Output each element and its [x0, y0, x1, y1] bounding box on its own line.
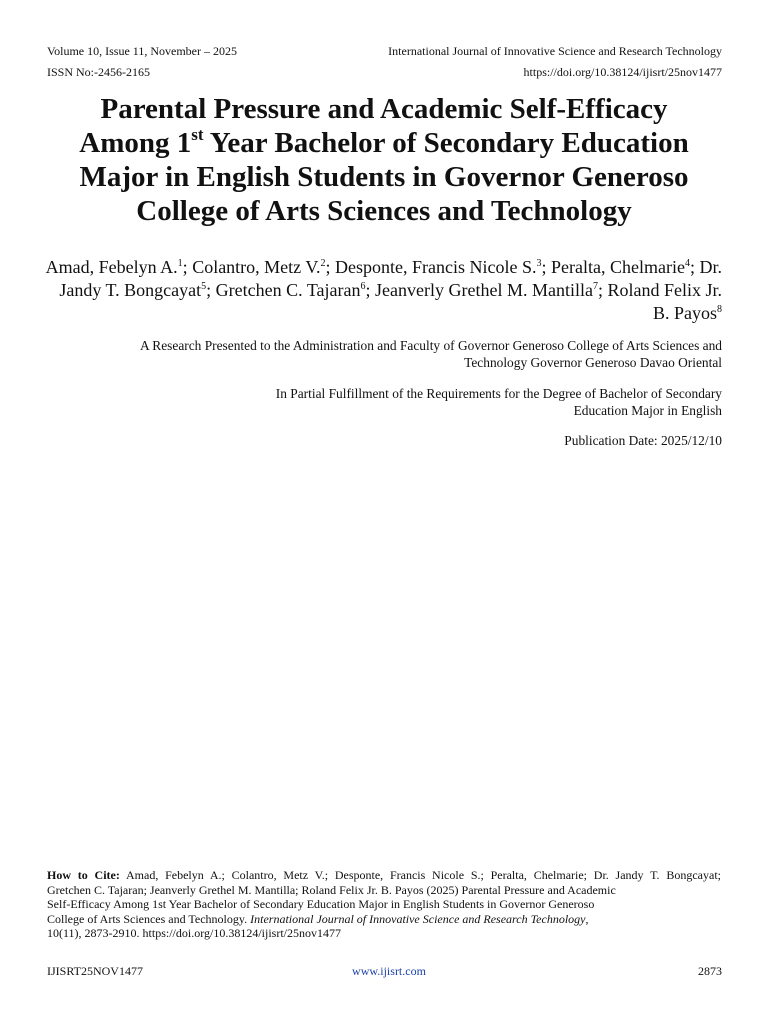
citation-line-4: College of Arts Sciences and Technology. International Journal of Innovative Science and Research Technology,	[47, 911, 589, 926]
page-number: 2873	[698, 964, 722, 978]
citation-line-2: Gretchen C. Tajaran; Jeanverly Grethel M. Mantilla; Roland Felix Jr. B. Payos (2025) Parental Pressure and Academic	[47, 882, 616, 897]
title-line-1: Parental Pressure and Academic Self-Efficacy	[100, 93, 668, 125]
issn: ISSN No:-2456-2165	[47, 65, 151, 79]
fulfillment-statement: In Partial Fulfillment of the Requirements for the Degree of Bachelor of Secondary Education Major in English	[275, 386, 722, 418]
author: Jeanverly Grethel M. Mantilla$^7$;	[375, 280, 608, 300]
title-line-4: College of Arts Sciences and Technology	[136, 195, 632, 227]
author: Amad, Febelyn A.$^1$;	[45, 257, 193, 277]
author: Peralta, Chelmarie$^4$;	[551, 257, 700, 277]
title-line-2: Among 1st Year Bachelor of Secondary Education	[79, 125, 689, 159]
volume-info: Volume 10, Issue 11, November – 2025	[47, 44, 237, 58]
presented-statement: A Research Presented to the Administration and Faculty of Governor Generoso College of Arts Sciences and Technology Governor Generoso Davao Oriental	[140, 338, 722, 370]
author: Dr. Jandy T. Bongcayat$^5$;	[59, 257, 722, 300]
journal-name: International Journal of Innovative Science and Research Technology	[388, 44, 722, 58]
website-link[interactable]: www.ijisrt.com	[352, 964, 426, 978]
author: Roland Felix Jr. B. Payos$^8$	[607, 280, 722, 323]
paper-title	[40, 92, 728, 228]
publication-date: Publication Date: 2025/12/10	[564, 433, 722, 448]
article-code: IJISRT25NOV1477	[47, 964, 143, 978]
doi-link[interactable]: https://doi.org/10.38124/ijisrt/25nov1477	[523, 65, 722, 79]
citation-block	[47, 868, 721, 941]
citation-line-3: Self-Efficacy Among 1st Year Bachelor of Secondary Education Major in English Students in Governor Generoso	[47, 897, 595, 912]
citation-line-5: 10(11), 2873-2910. https://doi.org/10.38124/ijisrt/25nov1477	[47, 926, 341, 941]
author: Gretchen C. Tajaran$^6$;	[215, 280, 376, 300]
author: Colantro, Metz V.$^2$;	[192, 257, 336, 277]
title-line-3: Major in English Students in Governor Generoso	[79, 161, 689, 193]
citation-line-1: How to Cite: Amad, Febelyn A.; Colantro, Metz V.; Desponte, Francis Nicole S.; Peralta, Chelmarie; Dr. Jandy T. Bongcayat;	[47, 868, 721, 882]
author: Desponte, Francis Nicole S.$^3$;	[335, 257, 552, 277]
author-list	[40, 256, 722, 325]
